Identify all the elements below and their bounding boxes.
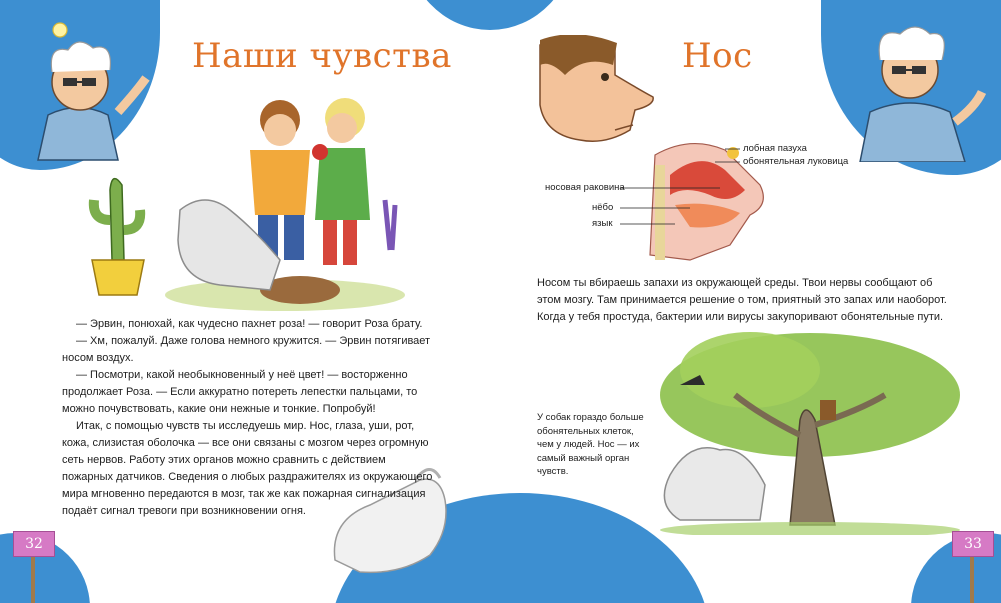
paragraph: Итак, с помощью чувств ты исследуешь мир. Нос, глаза, уши, рот, кожа, слизистая оболочка — все они связаны с мозгом через огромную сеть нервов. Работу этих органов можно сравнить с действием пожарных датчиков. Сведения о любых раздражителях из окружающего мира мгновенно передаются в мозг, так же как пожарная сигнализация подаёт сигнал тревоги при возникновении огня. [62, 420, 433, 517]
center-blob-top [405, 0, 575, 30]
professor-illustration-right [840, 12, 990, 162]
cactus-illustration [82, 160, 154, 300]
page-sign-post-right [970, 557, 974, 603]
paragraph: — Хм, пожалуй. Даже голова немного кружится. — Эрвин потягивает носом воздух. [62, 335, 431, 364]
page-number-right: 33 [952, 531, 994, 557]
children-with-rose-illustration [160, 90, 410, 315]
right-body-text: Носом ты вбираешь запахи из окружающей среды. Твои нервы сообщают об этом мозгу. Там принимается решение о том, приятный это запах или наоборот. Когда у тебя простуда, бактерии или вирусы закупоривают обонятельные пути. [537, 277, 947, 323]
page-number-left: 32 [13, 531, 55, 557]
page-sign-post-left [31, 557, 35, 603]
diagram-leader-lines [620, 140, 740, 235]
paragraph: — Посмотри, какой необыкновенный у неё цвет! — восторженно продолжает Роза. — Если аккуратно потереть лепестки пальцами, то можно почувствовать, какие они нежные и тонкие. Попробуй! [62, 369, 418, 415]
left-body-text [62, 316, 437, 520]
dog-fact-note: У собак гораздо больше обонятельных клеток, чем у людей. Нос — их самый важный орган чувств. [537, 412, 644, 477]
label-frontal-sinus: лобная пазуха [743, 143, 807, 154]
label-tongue: язык [592, 218, 613, 229]
page-title-left: Наши чувства [192, 36, 452, 76]
paragraph: — Эрвин, понюхай, как чудесно пахнет роза! — говорит Роза брату. [76, 318, 423, 330]
label-nasal-turbinate: носовая раковина [545, 182, 625, 193]
tree-and-dog-illustration [640, 325, 960, 535]
label-olfactory-bulb: обонятельная луковица [743, 156, 849, 167]
page-title-right: Нос [682, 36, 753, 76]
label-palate: нёбо [592, 202, 614, 213]
professor-illustration-left [18, 20, 158, 165]
